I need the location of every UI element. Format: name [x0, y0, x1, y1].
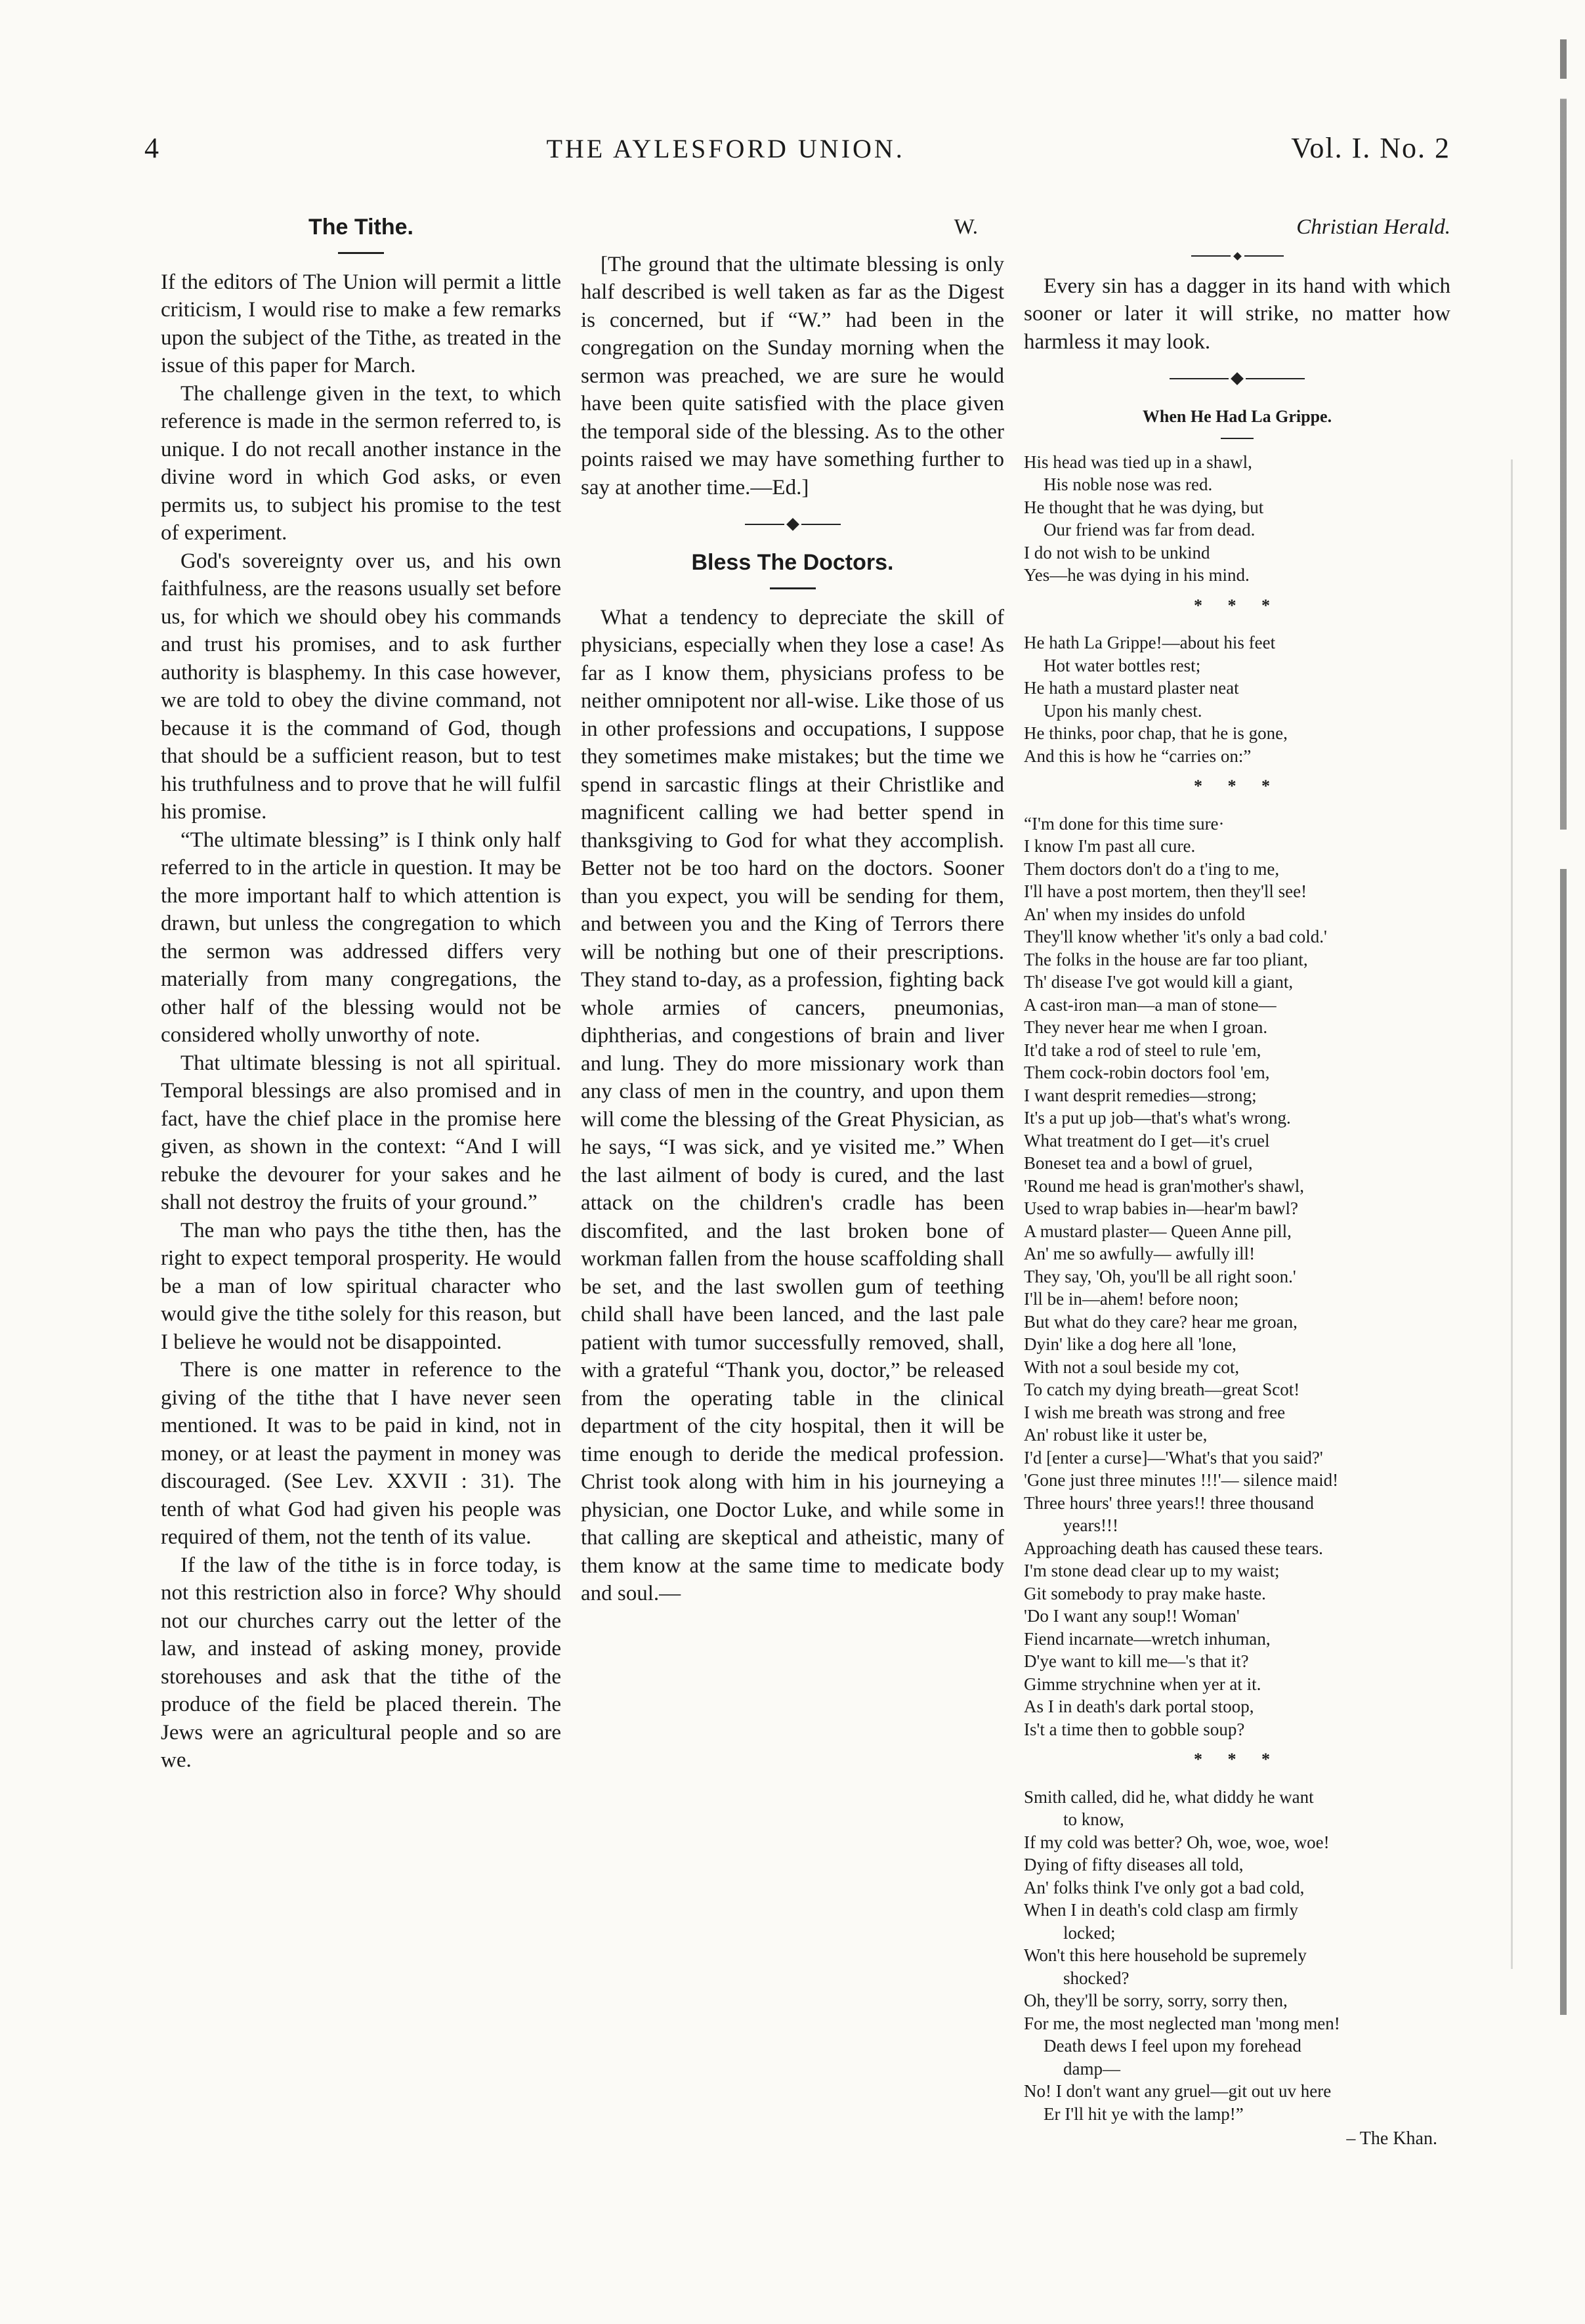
poem-line: They say, 'Oh, you'll be all right soon.' — [1024, 1266, 1296, 1286]
poem-line: An' me so awfully— awfully ill! — [1024, 1244, 1256, 1263]
poem-line: “I'm done for this time sure· — [1024, 813, 1225, 834]
article-paragraph: If the editors of The Union will permit a little criticism, I would rise to make a few remarks upon the subject of the Tithe, as treated in the issue of this paper for March. — [161, 270, 561, 377]
section-divider — [1024, 253, 1450, 259]
article-title: The Tithe. — [308, 215, 413, 240]
title-rule — [1221, 438, 1254, 439]
poem-line: to know, — [1063, 1809, 1124, 1829]
poem-line: Yes—he was dying in his mind. — [1024, 565, 1250, 585]
stanza-separator: * * * — [1194, 1750, 1280, 1769]
poem-line: As I in death's dark portal stoop, — [1024, 1697, 1254, 1716]
page-number: 4 — [144, 132, 160, 164]
poem-line: His head was tied up in a shawl, — [1024, 452, 1252, 472]
poem-line: Fiend incarnate—wretch inhuman, — [1024, 1628, 1271, 1649]
poem-line: With not a soul beside my cot, — [1024, 1357, 1240, 1377]
article-paragraph: There is one matter in reference to the giving of the tithe that I have never seen mentioned. It was to be paid in kind, not in money, or at least the payment in money was discouraged. (See Lev. XXVII : 31). The tenth of what God had given his people was required of them, not the tenth of its value. — [161, 1358, 561, 1549]
poem-line: damp— — [1063, 2058, 1120, 2079]
poem-line: Used to wrap babies in—hear'm bawl? — [1024, 1198, 1298, 1218]
poem-line: 'Do I want any soup!! Woman' — [1024, 1606, 1240, 1626]
article-paragraph: That ultimate blessing is not all spiritual. Temporal blessings are also promised and in fact, have the chief place in the promise here given, as shown in the context: “And I will rebuke the devourer for your sakes and he shall not destroy the fruits of your ground.” — [161, 1051, 561, 1214]
poem-line: A cast-iron man—a man of stone— — [1024, 994, 1277, 1015]
poem-line: 'Round me head is gran'mother's shawl, — [1024, 1175, 1305, 1196]
article-paragraph: If the law of the tithe is in force today, is not this restriction also in force? Why should not our churches carry out the letter of the law, and instead of asking money, provide storehouses and ask that the tithe of the produce of the field be placed therein. The Jews were an agricultural people and so are we. — [161, 1553, 561, 1772]
poem-line: Gimme strychnine when yer at it. — [1024, 1674, 1261, 1694]
poem-line: Git somebody to pray make haste. — [1024, 1583, 1266, 1603]
poem-line: He hath La Grippe!—about his feet — [1024, 633, 1276, 652]
poem-line: He hath a mustard plaster neat — [1024, 678, 1239, 698]
article-paragraph: “The ultimate blessing” is I think only half referred to in the article in question. It may be the more important half to which attention is drawn, but unless the congregation to which the sermon was addressed differs very materially from many congregations, the other half of the blessing would not be considered wholly unworthy of note. — [161, 828, 561, 1047]
poem-line: For me, the most neglected man 'mong men! — [1024, 2013, 1340, 2033]
poem-line: An' when my insides do unfold — [1024, 904, 1246, 924]
poem-line: It'd take a rod of steel to rule 'em, — [1024, 1040, 1261, 1060]
poem-line: Smith called, did he, what diddy he want — [1024, 1786, 1314, 1807]
column-3 — [1024, 213, 1450, 2153]
column-1 — [161, 213, 561, 1775]
poem-line: Upon his manly chest. — [1044, 700, 1202, 721]
poem-line: locked; — [1063, 1922, 1116, 1943]
poem-line: To catch my dying breath—great Scot! — [1024, 1380, 1300, 1399]
poem-line: Our friend was far from dead. — [1044, 520, 1256, 539]
poem-line: shocked? — [1063, 1968, 1130, 1988]
stanza-separator: * * * — [1194, 595, 1280, 615]
filler-paragraph: Every sin has a dagger in its hand with which sooner or later it will strike, no matter how harmless it may look. — [1024, 274, 1450, 354]
page-edge-mark — [1511, 459, 1513, 1969]
poem-line: Hot water bottles rest; — [1044, 655, 1201, 675]
poem-title: When He Had La Grippe. — [1142, 407, 1332, 426]
poem-line: When I in death's cold clasp am firmly — [1024, 1900, 1298, 1920]
poem-line: Boneset tea and a bowl of gruel, — [1024, 1153, 1253, 1173]
poem-line: No! I don't want any gruel—git out uv here — [1024, 2081, 1332, 2101]
article-credit: Christian Herald. — [1296, 215, 1450, 239]
volume-number: Vol. I. No. 2 — [1291, 132, 1450, 164]
poem-line: He thought that he was dying, but — [1024, 497, 1264, 517]
article-title: Bless The Doctors. — [691, 550, 894, 575]
poem-line: I'd [enter a curse]—'What's that you said?' — [1024, 1447, 1323, 1468]
title-rule — [770, 587, 816, 589]
poem-line: Er I'll hit ye with the lamp!” — [1044, 2103, 1244, 2124]
poem-line: Is't a time then to gobble soup? — [1024, 1719, 1245, 1739]
poem-line: I wish me breath was strong and free — [1024, 1402, 1286, 1422]
poem-line: It's a put up job—that's what's wrong. — [1024, 1108, 1291, 1128]
poem-line: But what do they care? hear me groan, — [1024, 1311, 1298, 1332]
poem-line: Them cock-robin doctors fool 'em, — [1024, 1063, 1270, 1082]
poem-line: Them doctors don't do a t'ing to me, — [1024, 858, 1280, 879]
poem-line: 'Gone just three minutes !!!'— silence maid! — [1024, 1470, 1339, 1490]
poem-line: What treatment do I get—it's cruel — [1024, 1130, 1270, 1151]
poem-line: A mustard plaster— Queen Anne pill, — [1024, 1221, 1292, 1241]
poem-body — [1024, 451, 1450, 2126]
poem-line: Dying of fifty diseases all told, — [1024, 1855, 1244, 1874]
page-edge-mark — [1560, 39, 1567, 2015]
editor-note: [The ground that the ultimate blessing is only half described is well taken as far as the Digest is concerned, but if “W.” had been in the congregation on the Sunday morning when the sermon was preached, we are sure he would have been quite satisfied with the place given the temporal side of the blessing. As to the other points raised we may have something further to say at another time.—Ed.] — [581, 252, 1004, 499]
column-2 — [581, 213, 1004, 1608]
poem-line: They never hear me when I groan. — [1024, 1017, 1268, 1037]
title-rule — [338, 252, 384, 254]
poem-line: years!!! — [1063, 1515, 1118, 1535]
poem-line: Dyin' like a dog here all 'lone, — [1024, 1334, 1236, 1354]
article-signature: W. — [954, 215, 978, 239]
poem-line: I'll be in—ahem! before noon; — [1024, 1289, 1239, 1309]
stanza-separator: * * * — [1194, 776, 1280, 795]
section-divider — [581, 520, 1004, 529]
poem-line: Oh, they'll be sorry, sorry, sorry then, — [1024, 1991, 1288, 2010]
paper-title: THE AYLESFORD UNION. — [546, 134, 905, 163]
poem-line: If my cold was better? Oh, woe, woe, woe! — [1024, 1832, 1330, 1852]
poem-line: I'll have a post mortem, then they'll see! — [1024, 881, 1307, 901]
poem-line: Death dews I feel upon my forehead — [1044, 2036, 1301, 2056]
article-paragraph: What a tendency to depreciate the skill of physicians, especially when they lose a case! As far as I know them, physicians profess to be neither omnipotent nor all-wise. Like those of us in other professions and occupations, I suppose they sometimes make mistakes; but the time we spend in sarcastic flings at their Christlike and magnificent calling we had better spend in thanksgiving to God for what they accomplish. Better not be too hard on the doctors. Sooner than you expect, you will be sending for them, and between you and the King of Terrors there will be nothing but one of their prescriptions. They stand to-day, as a profession, fighting back whole armies of cancers, pneumonias, diphtherias, and congestions of brain and liver and lung. They do more missionary work than any class of men in the country, and upon them will come the blessing of the Great Physician, as he says, “I was sick, and ye visited me.” When the last ailment of body is cured, and the last attack on the children's cradle has been discomfited, and the last broken bone of workman fallen from the house scaffolding shall be set, and the last swollen gum of teething child shall have been lanced, and the last pale patient with tumor successfully removed, shall, with a grateful “Thank you, doctor,” be released from the operating table in the clinical department of the city hospital, then it will be time enough to deride the medical profession. Christ took along with him in his journeying a physician, one Doctor Luke, and while some in that calling are skeptical and atheistic, many of them know at the same time to medicate body and soul.— — [581, 605, 1004, 1605]
poem-line: An' folks think I've only got a bad cold, — [1024, 1877, 1305, 1897]
poem-line: Approaching death has caused these tears. — [1024, 1538, 1323, 1558]
section-divider — [1024, 374, 1450, 383]
poem-line: I do not wish to be unkind — [1024, 542, 1210, 562]
poem-line: The folks in the house are far too pliant, — [1024, 949, 1308, 969]
article-paragraph: God's sovereignty over us, and his own faithfulness, are the reasons usually set before us, for which we should obey his commands and trust his promises, and to ask further authority is blasphemy. In this case however, we are told to obey the divine command, not because it is the command of God, though that should be a sufficient reason, but to test his truthfulness and to prove that he will fulfil his promise. — [161, 549, 561, 824]
poem-line: Won't this here household be supremely — [1024, 1945, 1307, 1965]
poem-line: They'll know whether 'it's only a bad cold.' — [1024, 927, 1327, 946]
poem-line: An' robust like it uster be, — [1024, 1425, 1208, 1445]
article-paragraph: The challenge given in the text, to which reference is made in the sermon referred to, is unique. I do not recall another instance in the divine word in which God asks, or even permits us, to subject his promise to the test of experiment. — [161, 381, 561, 545]
poem-line: I know I'm past all cure. — [1024, 836, 1196, 856]
poem-attribution: – The Khan. — [1346, 2128, 1437, 2149]
poem-line: And this is how he “carries on:” — [1024, 746, 1252, 766]
poem-line: I'm stone dead clear up to my waist; — [1024, 1561, 1280, 1580]
page-header — [144, 131, 1450, 177]
article-paragraph: The man who pays the tithe then, has the right to expect temporal prosperity. He would be a man of low spiritual character who would give the tithe solely for this reason, but I believe he would not be disappointed. — [161, 1218, 561, 1354]
poem-line: I want desprit remedies—strong; — [1024, 1085, 1257, 1105]
poem-line: His noble nose was red. — [1044, 475, 1213, 494]
poem-line: Th' disease I've got would kill a giant, — [1024, 972, 1294, 992]
poem-line: He thinks, poor chap, that he is gone, — [1024, 723, 1288, 743]
poem-line: Three hours' three years!! three thousand — [1024, 1492, 1314, 1513]
poem-line: D'ye want to kill me—'s that it? — [1024, 1651, 1249, 1671]
